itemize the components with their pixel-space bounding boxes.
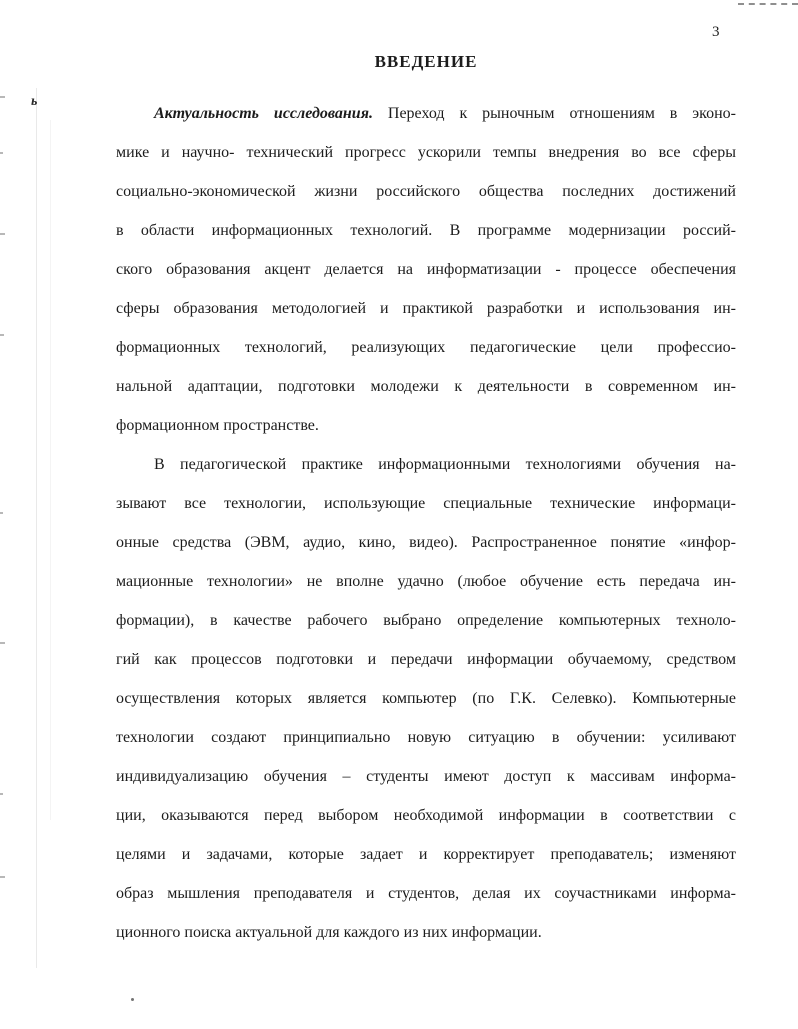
scan-edge-tick xyxy=(0,152,3,154)
text-line: формационном пространстве. xyxy=(116,417,319,434)
text-line: зывают все технологии, использующие специальные технические информаци- xyxy=(116,495,736,512)
text-line: В педагогической практике информационными технологиями обучения на- xyxy=(154,456,736,473)
text-line: осуществления которых является компьютер (по Г.К. Селевко). Компьютерные xyxy=(116,690,736,707)
scan-edge-line-artifact-2 xyxy=(50,120,51,820)
text-line: формации), в качестве рабочего выбрано определение компьютерных техноло- xyxy=(116,612,736,629)
text-line: гий как процессов подготовки и передачи информации обучаемому, средством xyxy=(116,651,736,668)
page-content xyxy=(116,50,736,952)
text-line: мационные технологии» не вполне удачно (любое обучение есть передача ин- xyxy=(116,573,736,590)
scan-edge-tick xyxy=(0,96,5,98)
text-line: в области информационных технологий. В программе модернизации россий- xyxy=(116,222,736,239)
text-line: технологии создают принципиально новую ситуацию в обучении: усиливают xyxy=(116,729,736,746)
text-line: сферы образования методологией и практикой разработки и использования ин- xyxy=(116,300,736,317)
text-line: ции, оказываются перед выбором необходимой информации в соответствии с xyxy=(116,807,736,824)
scan-edge-tick xyxy=(0,233,5,235)
scan-edge-tick xyxy=(0,512,3,514)
margin-mark-artifact: ь xyxy=(31,94,38,109)
scan-edge-tick xyxy=(0,334,4,336)
scan-corner-dash-artifact xyxy=(738,3,798,5)
page-number: 3 xyxy=(712,24,720,40)
text-line: целями и задачами, которые задает и корректирует преподаватель; изменяют xyxy=(116,846,736,863)
text-line: онные средства (ЭВМ, аудио, кино, видео). Распространенное понятие «инфор- xyxy=(116,534,736,551)
paragraphs-container xyxy=(116,94,736,952)
scan-edge-line-artifact xyxy=(36,88,37,968)
paragraph xyxy=(116,445,736,952)
text-line: нальной адаптации, подготовки молодежи к деятельности в современном ин- xyxy=(116,378,736,395)
scan-edge-tick xyxy=(0,876,5,878)
text-line: социально-экономической жизни российского общества последних достижений xyxy=(116,183,736,200)
section-title: ВВЕДЕНИЕ xyxy=(374,52,478,71)
text-line: Актуальность исследования. Переход к рыночным отношениям в эконо- xyxy=(154,105,736,122)
scan-edge-tick xyxy=(0,642,5,644)
scan-dot-artifact xyxy=(131,998,134,1001)
text-line: мике и научно- технический прогресс ускорили темпы внедрения во все сферы xyxy=(116,144,736,161)
paragraph-lead: Актуальность исследования. xyxy=(154,105,373,122)
text-line: индивидуализацию обучения – студенты имеют доступ к массивам информа- xyxy=(116,768,736,785)
scan-edge-tick xyxy=(0,793,3,795)
text-line: ского образования акцент делается на информатизации - процессе обеспечения xyxy=(116,261,736,278)
paragraph xyxy=(116,94,736,445)
text-line: ционного поиска актуальной для каждого из них информации. xyxy=(116,924,542,941)
text-line: формационных технологий, реализующих педагогические цели профессио- xyxy=(116,339,736,356)
text-line: образ мышления преподавателя и студентов, делая их соучастниками информа- xyxy=(116,885,736,902)
